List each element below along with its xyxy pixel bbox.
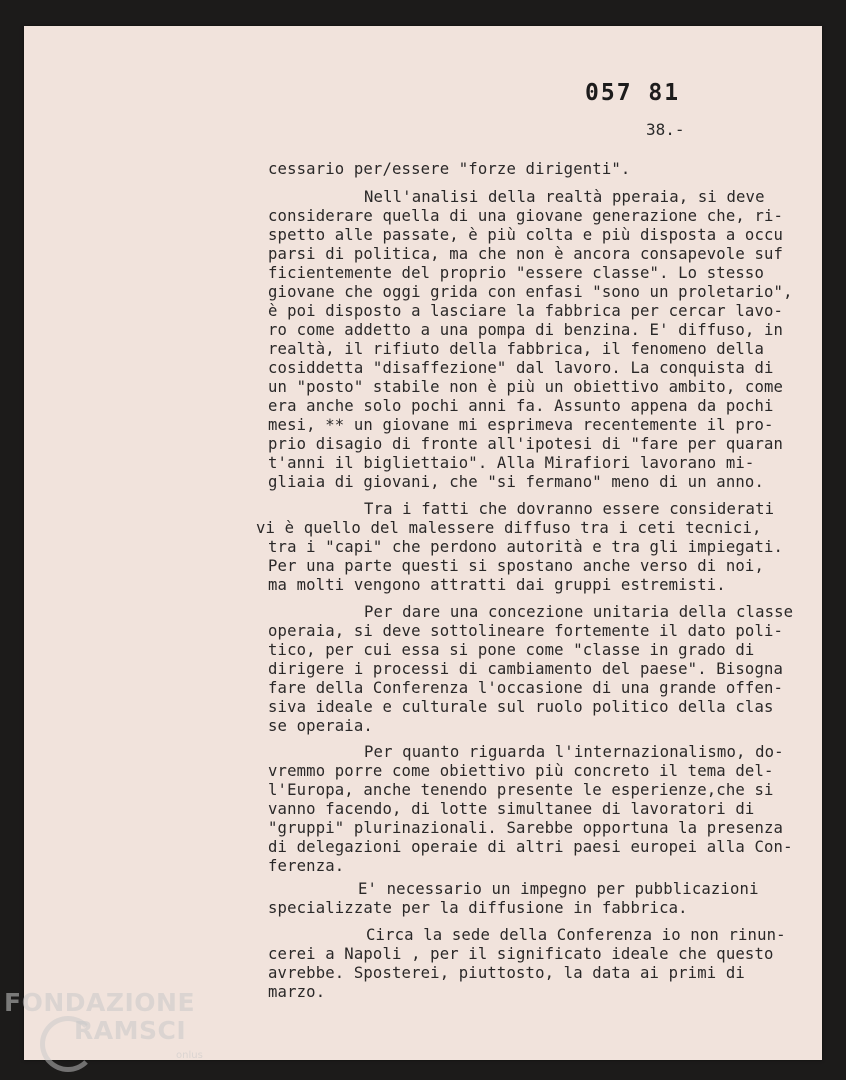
- text-line: ficientemente del proprio "essere classe". Lo stesso: [268, 264, 764, 282]
- archive-number: 057 81: [585, 80, 681, 106]
- text-line: operaia, si deve sottolineare fortemente il dato poli-: [268, 622, 784, 640]
- text-line: parsi di politica, ma che non è ancora consapevole suf: [268, 245, 784, 263]
- text-line: E' necessario un impegno per pubblicazioni: [358, 880, 759, 898]
- text-line: un "posto" stabile non è più un obiettivo ambito, come: [268, 378, 784, 396]
- text-line: Per dare una concezione unitaria della classe: [364, 603, 794, 621]
- text-line: prio disagio di fronte all'ipotesi di "fare per quaran: [268, 435, 784, 453]
- text-line: t'anni il bigliettaio". Alla Mirafiori lavorano mi-: [268, 454, 755, 472]
- watermark-line-1: FONDAZIONE: [4, 988, 196, 1017]
- text-line: è poi disposto a lasciare la fabbrica per cercar lavo-: [268, 302, 784, 320]
- text-line: "gruppi" plurinazionali. Sarebbe opportuna la presenza: [268, 819, 784, 837]
- text-line: cosiddetta "disaffezione" dal lavoro. La conquista di: [268, 359, 774, 377]
- fondazione-gramsci-watermark: [4, 988, 214, 1074]
- text-line: gliaia di giovani, che "si fermano" meno di un anno.: [268, 473, 764, 491]
- text-line: l'Europa, anche tenendo presente le esperienze,che si: [268, 781, 774, 799]
- text-line: Tra i fatti che dovranno essere considerati: [364, 500, 775, 518]
- text-line: tra i "capi" che perdono autorità e tra gli impiegati.: [268, 538, 784, 556]
- text-line: dirigere i processi di cambiamento del paese". Bisogna: [268, 660, 784, 678]
- text-line: realtà, il rifiuto della fabbrica, il fenomeno della: [268, 340, 764, 358]
- page-number: 38.-: [646, 120, 685, 139]
- text-line: ferenza.: [268, 857, 345, 875]
- text-line: era anche solo pochi anni fa. Assunto appena da pochi: [268, 397, 774, 415]
- text-line: Nell'analisi della realtà pperaia, si deve: [364, 188, 765, 206]
- text-line: giovane che oggi grida con enfasi "sono un proletario",: [268, 283, 793, 301]
- text-line: cerei a Napoli , per il significato ideale che questo: [268, 945, 774, 963]
- watermark-line-3: onlus: [176, 1050, 203, 1061]
- text-line: tico, per cui essa si pone come "classe in grado di: [268, 641, 755, 659]
- text-line: Circa la sede della Conferenza io non rinun-: [366, 926, 786, 944]
- text-line: marzo.: [268, 983, 326, 1001]
- text-line: vremmo porre come obiettivo più concreto il tema del-: [268, 762, 774, 780]
- text-line: avrebbe. Sposterei, piuttosto, la data ai primi di: [268, 964, 745, 982]
- text-line: vanno facendo, di lotte simultanee di lavoratori di: [268, 800, 755, 818]
- text-line: ro come addetto a una pompa di benzina. E' diffuso, in: [268, 321, 784, 339]
- text-line: mesi, ** un giovane mi esprimeva recentemente il pro-: [268, 416, 774, 434]
- text-line: di delegazioni operaie di altri paesi europei alla Con-: [268, 838, 793, 856]
- text-line: spetto alle passate, è più colta e più disposta a occu: [268, 226, 784, 244]
- text-line: se operaia.: [268, 717, 373, 735]
- text-line: specializzate per la diffusione in fabbrica.: [268, 899, 688, 917]
- text-line: vi è quello del malessere diffuso tra i ceti tecnici,: [256, 519, 762, 537]
- text-line: Per una parte questi si spostano anche verso di noi,: [268, 557, 764, 575]
- text-line: fare della Conferenza l'occasione di una grande offen-: [268, 679, 784, 697]
- text-line: Per quanto riguarda l'internazionalismo, do-: [364, 743, 784, 761]
- text-line: siva ideale e culturale sul ruolo politico della clas: [268, 698, 774, 716]
- text-line: ma molti vengono attratti dai gruppi estremisti.: [268, 576, 726, 594]
- text-line: considerare quella di una giovane generazione che, ri-: [268, 207, 784, 225]
- text-line: cessario per/essere "forze dirigenti".: [268, 160, 631, 178]
- watermark-line-2: RAMSCI: [74, 1016, 187, 1045]
